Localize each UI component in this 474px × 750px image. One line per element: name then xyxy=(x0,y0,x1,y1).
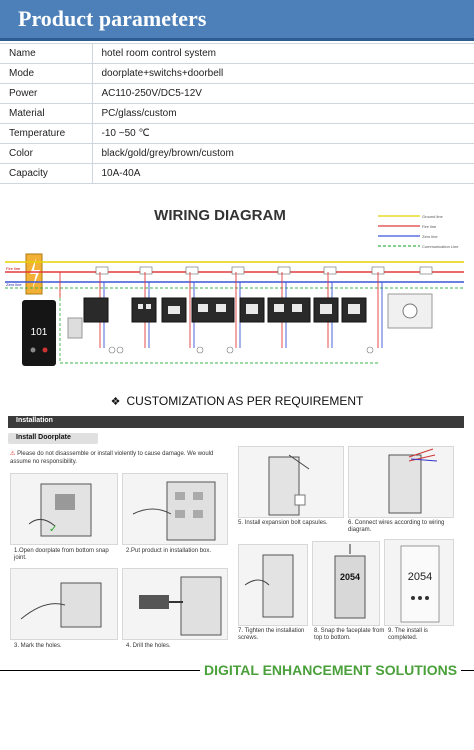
step-5-illustration xyxy=(239,447,345,519)
step-caption: 7. Tighten the installation screws. xyxy=(238,628,305,641)
step-8-room-number: 2054 xyxy=(339,572,361,582)
legend-ground: Ground line xyxy=(422,214,443,219)
step-image xyxy=(10,473,118,545)
step-6-illustration xyxy=(349,447,455,519)
table-row xyxy=(0,124,474,144)
step-7-illustration xyxy=(239,545,309,627)
legend-comm: Communication Line xyxy=(422,244,459,249)
install-doorplate-label: Install Doorplate xyxy=(16,434,71,441)
table-row xyxy=(0,64,474,84)
dnd-icon xyxy=(31,348,36,353)
step-3-illustration xyxy=(11,569,119,641)
installation-label: Installation xyxy=(16,417,53,424)
step-1-illustration xyxy=(11,474,119,546)
svg-text:✓: ✓ xyxy=(49,524,58,535)
warning-message: Please do not disassemble or install violently to cause damage. We would assume no responsibility. xyxy=(10,451,214,465)
param-value: -10 ~50 ℃ xyxy=(92,124,474,144)
warning-text xyxy=(10,450,230,466)
step-image xyxy=(10,568,118,640)
doorbell-button-icon xyxy=(403,304,417,318)
step-caption: 9. The install is completed. xyxy=(388,628,428,641)
step-image xyxy=(122,568,228,640)
step-caption: 1.Open doorplate from bottom snap joint. xyxy=(14,548,109,561)
warning-icon: ⚠ xyxy=(10,451,16,457)
param-key: Power xyxy=(0,84,92,104)
step-9-room-number: 2054 xyxy=(407,571,433,583)
step-caption: 2.Put product in installation box. xyxy=(126,548,212,554)
step-caption: 6. Connect wires according to wiring diagram. xyxy=(348,520,445,533)
step-caption: 4. Drill the holes. xyxy=(126,643,171,649)
table-row xyxy=(0,84,474,104)
wiring-title: WIRING DIAGRAM xyxy=(154,207,286,224)
table-row xyxy=(0,104,474,124)
fire-line-label: Fire line xyxy=(6,266,21,271)
customization-heading xyxy=(0,394,474,408)
step-image xyxy=(312,541,380,626)
step-image xyxy=(238,544,308,626)
param-value: AC110-250V/DC5-12V xyxy=(92,84,474,104)
step-9-illustration xyxy=(385,540,455,627)
table-row xyxy=(0,164,474,184)
step-image xyxy=(384,539,454,626)
table-row xyxy=(0,44,474,64)
header-underline xyxy=(0,38,474,41)
step-image xyxy=(238,446,344,518)
legend-zero: Zero line xyxy=(422,234,438,239)
step-caption: 5. Install expansion bolt capsules. xyxy=(238,520,328,526)
param-key: Color xyxy=(0,144,92,164)
installation-bar xyxy=(8,416,464,428)
page-title: Product parameters xyxy=(18,6,207,31)
card-holder xyxy=(68,318,82,338)
param-key: Material xyxy=(0,104,92,124)
zero-line-label: Zero line xyxy=(6,282,22,287)
params-table xyxy=(0,43,474,184)
param-value: PC/glass/custom xyxy=(92,104,474,124)
param-key: Mode xyxy=(0,64,92,84)
param-key: Capacity xyxy=(0,164,92,184)
step-8-illustration xyxy=(313,542,381,627)
step-caption: 8. Snap the faceplate from top to bottom. xyxy=(314,628,385,641)
wiring-diagram xyxy=(0,198,474,382)
param-value: doorplate+switchs+doorbell xyxy=(92,64,474,84)
diamond-icon: ❖ xyxy=(110,396,121,408)
table-row xyxy=(0,144,474,164)
step-4-illustration xyxy=(123,569,229,641)
param-value: hotel room control system xyxy=(92,44,474,64)
param-value: black/gold/grey/brown/custom xyxy=(92,144,474,164)
legend-fire: Fire line xyxy=(422,224,437,229)
doorplate-number: 101 xyxy=(30,327,48,338)
param-key: Name xyxy=(0,44,92,64)
customization-text: CUSTOMIZATION AS PER REQUIREMENT xyxy=(126,394,364,408)
footer-brand: DIGITAL ENHANCEMENT SOLUTIONS xyxy=(200,662,461,678)
step-2-illustration xyxy=(123,474,229,546)
param-value: 10A-40A xyxy=(92,164,474,184)
step-image xyxy=(348,446,454,518)
step-caption: 3. Mark the holes. xyxy=(14,643,62,649)
mur-icon xyxy=(43,348,48,353)
param-key: Temperature xyxy=(0,124,92,144)
step-image xyxy=(122,473,228,545)
wiring-svg xyxy=(0,198,474,382)
